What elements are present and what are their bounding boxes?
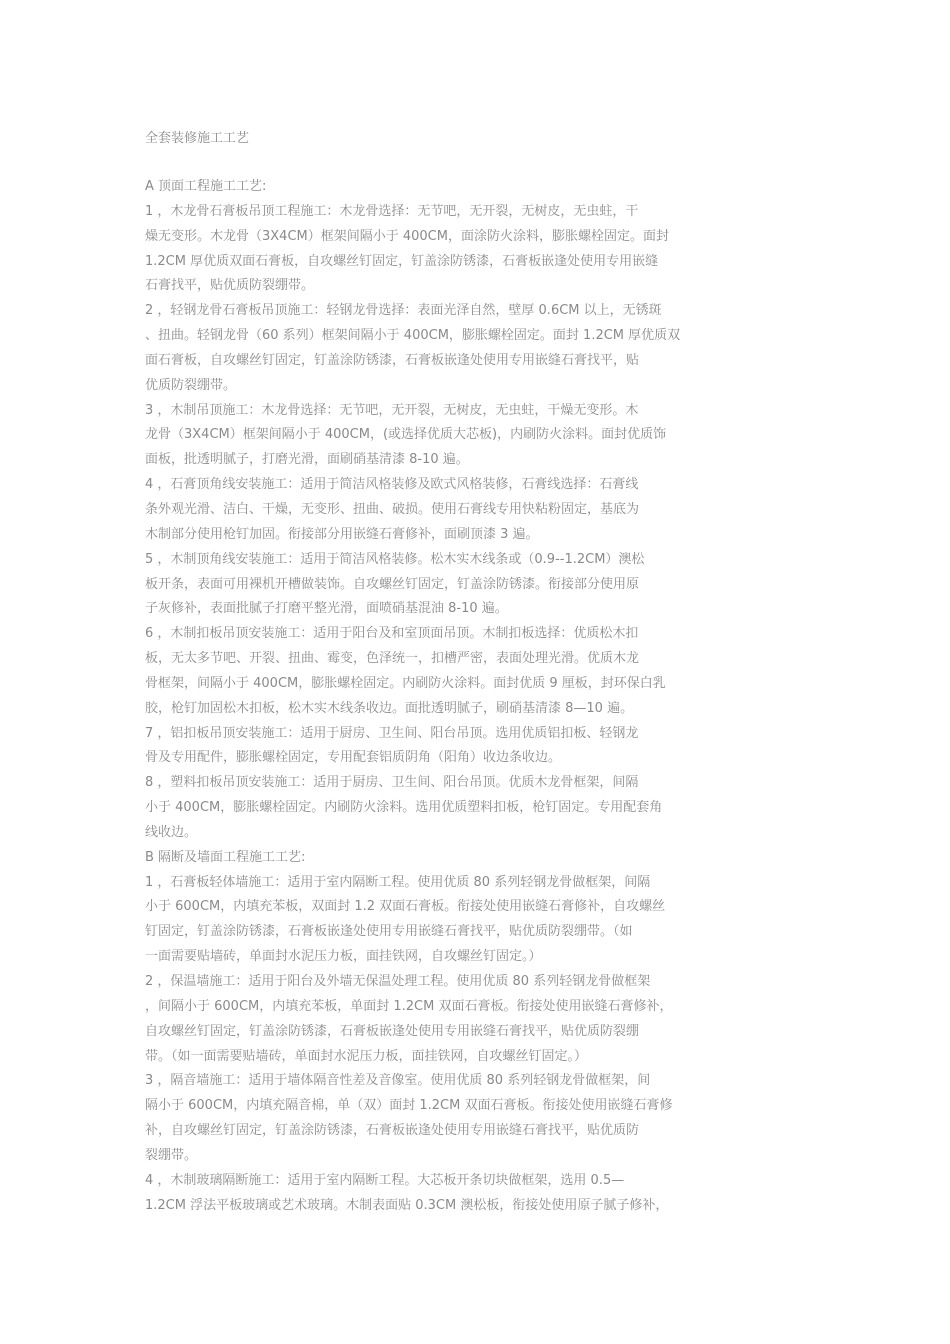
text-line: 隔小于 600CM，内填充隔音棉，单（双）面封 1.2CM 双面石膏板。衔接处使用嵌缝石膏修 — [145, 1098, 673, 1114]
text-line: ，间隔小于 600CM，内填充苯板，单面封 1.2CM 双面石膏板。衔接处使用嵌缝石膏修补， — [145, 998, 673, 1014]
text-line: 2 ，轻钢龙骨石膏板吊顶施工：轻钢龙骨选择：表面光泽自然，壁厚 0.6CM 以上，无锈斑 — [145, 303, 662, 319]
text-line: 石膏找平，贴优质防裂绷带。 — [145, 278, 315, 294]
text-line: 裂绷带。 — [145, 1147, 198, 1163]
text-line: 3 ，隔音墙施工：适用于墙体隔音性差及音像室。使用优质 80 系列轻钢龙骨做框架，间 — [145, 1073, 651, 1089]
text-line: 燥无变形。木龙骨（3X4CM）框架间隔小于 400CM，面涂防火涂料，膨胀螺栓固定。面封 — [145, 228, 669, 244]
text-line: 钉固定，钉盖涂防锈漆，石膏板嵌逢处使用专用嵌缝石膏找平，贴优质防裂绷带。（如 — [145, 924, 633, 940]
text-line: 面石膏板，自攻螺丝钉固定，钉盖涂防锈漆，石膏板嵌逢处使用专用嵌缝石膏找平，贴 — [145, 352, 640, 368]
text-line: 、扭曲。轻钢龙骨（60 系列）框架间隔小于 400CM，膨胀螺栓固定。面封 1.2CM 厚优质双 — [145, 328, 681, 344]
text-line: 小于 400CM，膨胀螺栓固定。内刷防火涂料。选用优质塑料扣板，枪钉固定。专用配套角 — [145, 800, 663, 816]
text-line: 8 ，塑料扣板吊顶安装施工：适用于厨房、卫生间、阳台吊顶。优质木龙骨框架，间隔 — [145, 775, 639, 791]
text-line: 1.2CM 厚优质双面石膏板，自攻螺丝钉固定，钉盖涂防锈漆，石膏板嵌逢处使用专用嵌缝 — [145, 253, 659, 269]
text-line: 7 ，铝扣板吊顶安装施工：适用于厨房、卫生间、阳台吊顶。选用优质铝扣板、轻钢龙 — [145, 725, 639, 741]
text-line: 板，无太多节吧、开裂、扭曲、霉变，色泽统一，扣槽严密，表面处理光滑。优质木龙 — [145, 651, 640, 667]
text-line: 条外观光滑、洁白、干燥，无变形、扭曲、破损。使用石膏线专用快粘粉固定，基底为 — [145, 501, 640, 517]
text-line: 补，自攻螺丝钉固定，钉盖涂防锈漆，石膏板嵌逢处使用专用嵌缝石膏找平，贴优质防 — [145, 1123, 640, 1139]
text-line: 1.2CM 浮法平板玻璃或艺术玻璃。木制表面贴 0.3CM 澳松板，衔接处使用原子腻子修补， — [145, 1197, 669, 1213]
text-line: 板开条，表面可用裸机开槽做装饰。自攻螺丝钉固定，钉盖涂防锈漆。衔接部分使用原 — [145, 576, 640, 592]
text-line: 1 ，木龙骨石膏板吊顶工程施工：木龙骨选择：无节吧，无开裂，无树皮，无虫蛀，干 — [145, 203, 639, 219]
text-line: 6 ，木制扣板吊顶安装施工：适用于阳台及和室顶面吊顶。木制扣板选择：优质松木扣 — [145, 626, 639, 642]
document-body — [145, 175, 745, 1218]
text-line: 自攻螺丝钉固定，钉盖涂防锈漆，石膏板嵌逢处使用专用嵌缝石膏找平，贴优质防裂绷 — [145, 1023, 640, 1039]
text-line: 小于 600CM，内填充苯板，双面封 1.2 双面石膏板。衔接处使用嵌缝石膏修补，自攻螺丝 — [145, 899, 666, 915]
text-line: 3 ，木制吊顶施工：木龙骨选择：无节吧，无开裂，无树皮，无虫蛀，干燥无变形。木 — [145, 402, 639, 418]
text-line: A 顶面工程施工工艺: — [145, 179, 267, 194]
text-line: 木制部分使用枪钉加固。衔接部分用嵌缝石膏修补，面刷顶漆 3 遍。 — [145, 526, 539, 542]
text-line: 2 ，保温墙施工：适用于阳台及外墙无保温处理工程。使用优质 80 系列轻钢龙骨做框架 — [145, 974, 651, 989]
text-line: 带。（如一面需要贴墙砖，单面封水泥压力板，面挂铁网，自攻螺丝钉固定。） — [145, 1048, 588, 1064]
text-line: 优质防裂绷带。 — [145, 377, 237, 393]
document-title: 全套装修施工工艺 — [145, 131, 250, 146]
text-line: 骨及专用配件，膨胀螺栓固定，专用配套铝质阴角（阳角）收边条收边。 — [145, 750, 562, 766]
text-line: 一面需要贴墙砖，单面封水泥压力板，面挂铁网，自攻螺丝钉固定。） — [145, 949, 542, 965]
text-line: B 隔断及墙面工程施工工艺: — [145, 849, 306, 865]
text-line: 骨框架，间隔小于 400CM，膨胀螺栓固定。内刷防火涂料。面封优质 9 厘板，封环保白乳 — [145, 675, 666, 691]
text-line: 龙骨（3X4CM）框架间隔小于 400CM，(或选择优质大芯板)，内刷防火涂料。面封优质饰 — [145, 427, 667, 443]
text-line: 胶，枪钉加固松木扣板，松木实木线条收边。面批透明腻子，刷硝基清漆 8—10 遍。 — [145, 700, 634, 716]
text-line: 4 ，木制玻璃隔断施工：适用于室内隔断工程。大芯板开条切块做框架，选用 0.5— — [145, 1172, 625, 1188]
text-line: 面板，批透明腻子，打磨光滑，面刷硝基清漆 8-10 遍。 — [145, 452, 469, 468]
text-line: 1 ，石膏板轻体墙施工：适用于室内隔断工程。使用优质 80 系列轻钢龙骨做框架，间隔 — [145, 874, 651, 890]
text-line: 4 ，石膏顶角线安装施工：适用于简洁风格装修及欧式风格装修，石膏线选择：石膏线 — [145, 477, 639, 493]
text-line: 线收边。 — [145, 824, 198, 840]
text-line: 5 ，木制顶角线安装施工：适用于简洁风格装修。松木实木线条或（0.9--1.2CM）澳松 — [145, 551, 645, 567]
text-line: 子灰修补，表面批腻子打磨平整光滑，面喷硝基混油 8-10 遍。 — [145, 601, 508, 617]
